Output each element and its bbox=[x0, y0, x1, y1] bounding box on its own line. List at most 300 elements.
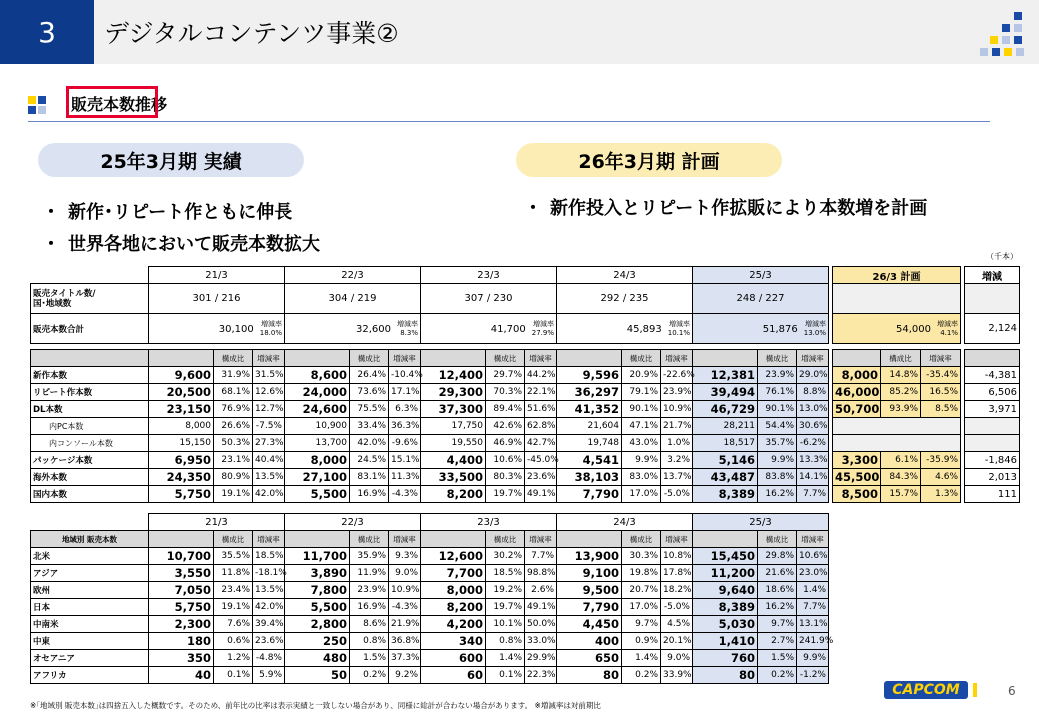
change-cell: 23.0% bbox=[797, 565, 829, 582]
ratio-cell: 23.4% bbox=[214, 582, 253, 599]
change-cell: 62.8% bbox=[525, 418, 557, 435]
value-cell: 760 bbox=[693, 650, 758, 667]
value-cell: 5,030 bbox=[693, 616, 758, 633]
change-cell: 9.2% bbox=[389, 667, 421, 684]
value-cell: 12,381 bbox=[693, 367, 758, 384]
year-header: 23/3 bbox=[421, 514, 557, 531]
ratio-cell: 7.6% bbox=[214, 616, 253, 633]
value-cell: 24,000 bbox=[285, 384, 350, 401]
value-cell: 13,900 bbox=[557, 548, 622, 565]
empty-head bbox=[557, 350, 622, 367]
change-cell: 15.1% bbox=[389, 452, 421, 469]
ratio-cell: 16.9% bbox=[350, 599, 389, 616]
value-cell: 2,300 bbox=[149, 616, 214, 633]
value-cell: 27,100 bbox=[285, 469, 350, 486]
ratio-cell: 30.3% bbox=[622, 548, 661, 565]
change-cell: 10.9% bbox=[389, 582, 421, 599]
change-cell: 42.0% bbox=[253, 599, 285, 616]
value-cell: 4,400 bbox=[421, 452, 486, 469]
value-cell: 28,211 bbox=[693, 418, 758, 435]
ratio-cell: 19.1% bbox=[214, 599, 253, 616]
region-row bbox=[31, 633, 829, 650]
change-cell: 23.6% bbox=[525, 469, 557, 486]
subheader-row bbox=[31, 350, 1020, 367]
change-head: 増減率 bbox=[921, 350, 961, 367]
year-header: 25/3 bbox=[693, 267, 829, 284]
change-value-cell: -1,846 bbox=[965, 452, 1020, 469]
ratio-cell: 0.2% bbox=[758, 667, 797, 684]
change-value-cell: -4,381 bbox=[965, 367, 1020, 384]
ratio-cell: 30.2% bbox=[486, 548, 525, 565]
header-dots-decoration bbox=[980, 12, 1030, 57]
total-cell: 45,893 増減率 10.1% bbox=[557, 314, 693, 344]
empty-head bbox=[693, 531, 758, 548]
change-cell: 22.1% bbox=[525, 384, 557, 401]
ratio-head: 構成比 bbox=[622, 350, 661, 367]
ratio-head: 構成比 bbox=[758, 350, 797, 367]
titles-cell: 304 / 219 bbox=[285, 284, 421, 314]
plan-header: 26/3 計画 bbox=[833, 267, 961, 284]
change-cell: -5.0% bbox=[661, 599, 693, 616]
value-cell: 17,750 bbox=[421, 418, 486, 435]
change-cell: 9.9% bbox=[797, 650, 829, 667]
value-cell: 8,200 bbox=[421, 486, 486, 503]
titles-row bbox=[31, 284, 1020, 314]
region-subheader-row bbox=[31, 531, 829, 548]
region-label: 日本 bbox=[31, 599, 149, 616]
ratio-cell: 29.8% bbox=[758, 548, 797, 565]
ratio-cell: 0.1% bbox=[486, 667, 525, 684]
ratio-cell: 9.7% bbox=[758, 616, 797, 633]
ratio-cell: 20.9% bbox=[622, 367, 661, 384]
value-cell: 80 bbox=[557, 667, 622, 684]
ratio-cell: 23.9% bbox=[758, 367, 797, 384]
plan-ratio-cell: 6.1% bbox=[881, 452, 921, 469]
titles-cell: 301 / 216 bbox=[149, 284, 285, 314]
region-label: 北米 bbox=[31, 548, 149, 565]
plan-total-cell: 54,000 増減率 4.1% bbox=[833, 314, 961, 344]
plan-value-cell: 46,000 bbox=[833, 384, 881, 401]
ratio-cell: 10.6% bbox=[486, 452, 525, 469]
row-label: リピート作本数 bbox=[31, 384, 149, 401]
row-label: 内コンソール本数 bbox=[31, 435, 149, 452]
value-cell: 21,604 bbox=[557, 418, 622, 435]
value-cell: 19,748 bbox=[557, 435, 622, 452]
table-row bbox=[31, 367, 1020, 384]
year-header: 22/3 bbox=[285, 514, 421, 531]
region-row bbox=[31, 616, 829, 633]
value-cell: 350 bbox=[149, 650, 214, 667]
corner-cell bbox=[31, 350, 149, 367]
ratio-cell: 80.9% bbox=[214, 469, 253, 486]
total-cell: 30,100 増減率 18.0% bbox=[149, 314, 285, 344]
change-head: 増減率 bbox=[389, 531, 421, 548]
value-cell: 15,150 bbox=[149, 435, 214, 452]
value-cell: 12,600 bbox=[421, 548, 486, 565]
ratio-cell: 19.2% bbox=[486, 582, 525, 599]
value-cell: 400 bbox=[557, 633, 622, 650]
value-cell: 46,729 bbox=[693, 401, 758, 418]
value-cell: 60 bbox=[421, 667, 486, 684]
change-cell: 39.4% bbox=[253, 616, 285, 633]
change-cell: 40.4% bbox=[253, 452, 285, 469]
change-cell: 13.3% bbox=[797, 452, 829, 469]
plan-empty-cell bbox=[833, 435, 961, 452]
empty-head bbox=[421, 350, 486, 367]
change-cell: 4.5% bbox=[661, 616, 693, 633]
value-cell: 43,487 bbox=[693, 469, 758, 486]
corner-cell bbox=[31, 267, 149, 284]
value-cell: 7,050 bbox=[149, 582, 214, 599]
row-label: 内PC本数 bbox=[31, 418, 149, 435]
region-row bbox=[31, 599, 829, 616]
change-cell: 33.9% bbox=[661, 667, 693, 684]
ratio-cell: 19.7% bbox=[486, 599, 525, 616]
ratio-cell: 80.3% bbox=[486, 469, 525, 486]
titles-cell: 248 / 227 bbox=[693, 284, 829, 314]
change-cell: 18.5% bbox=[253, 548, 285, 565]
value-cell: 41,352 bbox=[557, 401, 622, 418]
plan-change-cell: 1.3% bbox=[921, 486, 961, 503]
sales-table bbox=[30, 266, 1020, 503]
change-total-cell: 2,124 bbox=[965, 314, 1020, 344]
value-cell: 37,300 bbox=[421, 401, 486, 418]
change-cell: 33.0% bbox=[525, 633, 557, 650]
ratio-cell: 11.8% bbox=[214, 565, 253, 582]
change-cell: -6.2% bbox=[797, 435, 829, 452]
change-cell: -7.5% bbox=[253, 418, 285, 435]
table-row bbox=[31, 452, 1020, 469]
ratio-cell: 17.0% bbox=[622, 486, 661, 503]
change-cell: 10.9% bbox=[661, 401, 693, 418]
change-cell: 21.7% bbox=[661, 418, 693, 435]
row-label: 新作本数 bbox=[31, 367, 149, 384]
change-cell: -18.1% bbox=[253, 565, 285, 582]
year-header: 24/3 bbox=[557, 514, 693, 531]
change-head: 増減率 bbox=[253, 350, 285, 367]
region-label: アフリカ bbox=[31, 667, 149, 684]
change-cell: 49.1% bbox=[525, 599, 557, 616]
change-cell: 36.8% bbox=[389, 633, 421, 650]
value-cell: 38,103 bbox=[557, 469, 622, 486]
ratio-cell: 46.9% bbox=[486, 435, 525, 452]
change-cell: 23.9% bbox=[661, 384, 693, 401]
change-cell: -1.2% bbox=[797, 667, 829, 684]
change-cell: 1.4% bbox=[797, 582, 829, 599]
change-cell: 37.3% bbox=[389, 650, 421, 667]
change-empty-cell bbox=[965, 435, 1020, 452]
section-number: 3 bbox=[0, 0, 94, 64]
change-cell: 13.7% bbox=[661, 469, 693, 486]
empty-head bbox=[149, 531, 214, 548]
value-cell: 8,600 bbox=[285, 367, 350, 384]
ratio-head: 構成比 bbox=[214, 531, 253, 548]
ratio-head: 構成比 bbox=[486, 350, 525, 367]
change-cell: 17.1% bbox=[389, 384, 421, 401]
empty-head bbox=[285, 531, 350, 548]
ratio-cell: 42.0% bbox=[350, 435, 389, 452]
plan-empty-cell bbox=[833, 418, 961, 435]
row-label: 国内本数 bbox=[31, 486, 149, 503]
region-row bbox=[31, 548, 829, 565]
value-cell: 5,500 bbox=[285, 599, 350, 616]
plan-pill: 26年3月期 計画 bbox=[516, 143, 782, 177]
change-cell: 29.0% bbox=[797, 367, 829, 384]
year-header: 25/3 bbox=[693, 514, 829, 531]
change-cell: 7.7% bbox=[525, 548, 557, 565]
year-header: 21/3 bbox=[149, 267, 285, 284]
change-value-cell: 2,013 bbox=[965, 469, 1020, 486]
change-cell: 17.8% bbox=[661, 565, 693, 582]
change-value-cell: 6,506 bbox=[965, 384, 1020, 401]
empty-head bbox=[557, 531, 622, 548]
titles-cell: 292 / 235 bbox=[557, 284, 693, 314]
ratio-cell: 76.9% bbox=[214, 401, 253, 418]
change-cell: -22.6% bbox=[661, 367, 693, 384]
ratio-cell: 83.1% bbox=[350, 469, 389, 486]
value-cell: 480 bbox=[285, 650, 350, 667]
value-cell: 180 bbox=[149, 633, 214, 650]
plan-value-cell: 8,000 bbox=[833, 367, 881, 384]
ratio-cell: 31.9% bbox=[214, 367, 253, 384]
change-cell: 22.3% bbox=[525, 667, 557, 684]
region-label: アジア bbox=[31, 565, 149, 582]
ratio-cell: 54.4% bbox=[758, 418, 797, 435]
value-cell: 7,790 bbox=[557, 599, 622, 616]
plan-ratio-cell: 84.3% bbox=[881, 469, 921, 486]
capcom-logo: CAPCOM bbox=[884, 681, 968, 699]
value-cell: 18,517 bbox=[693, 435, 758, 452]
region-row bbox=[31, 667, 829, 684]
value-cell: 40 bbox=[149, 667, 214, 684]
plan-value-cell: 45,500 bbox=[833, 469, 881, 486]
ratio-cell: 0.1% bbox=[214, 667, 253, 684]
value-cell: 6,950 bbox=[149, 452, 214, 469]
ratio-cell: 23.1% bbox=[214, 452, 253, 469]
plan-change-cell: -35.9% bbox=[921, 452, 961, 469]
empty-head bbox=[833, 350, 881, 367]
actual-pill: 25年3月期 実績 bbox=[38, 143, 304, 177]
ratio-cell: 1.5% bbox=[758, 650, 797, 667]
value-cell: 2,800 bbox=[285, 616, 350, 633]
ratio-cell: 11.9% bbox=[350, 565, 389, 582]
value-cell: 19,550 bbox=[421, 435, 486, 452]
value-cell: 24,600 bbox=[285, 401, 350, 418]
change-cell: 9.3% bbox=[389, 548, 421, 565]
ratio-cell: 16.2% bbox=[758, 599, 797, 616]
value-cell: 340 bbox=[421, 633, 486, 650]
ratio-cell: 9.9% bbox=[622, 452, 661, 469]
plan-bullet-1: ・ 新作投入とリピート作拡販により本数増を計画 bbox=[524, 198, 928, 219]
change-cell: 2.6% bbox=[525, 582, 557, 599]
year-header: 23/3 bbox=[421, 267, 557, 284]
change-cell: 9.0% bbox=[661, 650, 693, 667]
ratio-cell: 35.7% bbox=[758, 435, 797, 452]
change-cell: 29.9% bbox=[525, 650, 557, 667]
table-row bbox=[31, 469, 1020, 486]
table-row bbox=[31, 418, 1020, 435]
row-label: DL本数 bbox=[31, 401, 149, 418]
ratio-cell: 19.8% bbox=[622, 565, 661, 582]
change-cell: -10.4% bbox=[389, 367, 421, 384]
region-label: 欧州 bbox=[31, 582, 149, 599]
change-value-cell: 3,971 bbox=[965, 401, 1020, 418]
header-bar bbox=[0, 0, 1039, 64]
page-title: デジタルコンテンツ事業② bbox=[104, 19, 399, 48]
totals-row bbox=[31, 314, 1020, 344]
subtitle-dots-icon bbox=[28, 96, 48, 116]
ratio-cell: 18.6% bbox=[758, 582, 797, 599]
empty-head bbox=[965, 350, 1020, 367]
value-cell: 36,297 bbox=[557, 384, 622, 401]
value-cell: 15,450 bbox=[693, 548, 758, 565]
row-label: 海外本数 bbox=[31, 469, 149, 486]
change-cell: 12.7% bbox=[253, 401, 285, 418]
change-cell: 51.6% bbox=[525, 401, 557, 418]
value-cell: 9,596 bbox=[557, 367, 622, 384]
footnote: ※｢地域別 販売本数｣は四捨五入した概数です。そのため、前年比の比率は表示実績と一致しない場合があり、同様に総計が合わない場合があります。 ※増減率は対前期比 bbox=[30, 701, 601, 710]
value-cell: 33,500 bbox=[421, 469, 486, 486]
region-row bbox=[31, 565, 829, 582]
ratio-cell: 10.1% bbox=[486, 616, 525, 633]
year-header: 24/3 bbox=[557, 267, 693, 284]
change-empty-cell bbox=[965, 418, 1020, 435]
ratio-cell: 79.1% bbox=[622, 384, 661, 401]
value-cell: 600 bbox=[421, 650, 486, 667]
ratio-cell: 19.1% bbox=[214, 486, 253, 503]
ratio-cell: 16.2% bbox=[758, 486, 797, 503]
change-cell: 42.7% bbox=[525, 435, 557, 452]
value-cell: 7,790 bbox=[557, 486, 622, 503]
value-cell: 11,700 bbox=[285, 548, 350, 565]
ratio-cell: 50.3% bbox=[214, 435, 253, 452]
ratio-cell: 18.5% bbox=[486, 565, 525, 582]
change-cell: 13.5% bbox=[253, 582, 285, 599]
plan-ratio-cell: 15.7% bbox=[881, 486, 921, 503]
ratio-cell: 0.9% bbox=[622, 633, 661, 650]
table-row bbox=[31, 435, 1020, 452]
change-cell: 11.3% bbox=[389, 469, 421, 486]
change-cell: -4.8% bbox=[253, 650, 285, 667]
year-header-row bbox=[31, 267, 1020, 284]
plan-change-cell: -35.4% bbox=[921, 367, 961, 384]
change-cell: 13.0% bbox=[797, 401, 829, 418]
change-cell: 44.2% bbox=[525, 367, 557, 384]
ratio-cell: 1.4% bbox=[622, 650, 661, 667]
plan-change-cell: 16.5% bbox=[921, 384, 961, 401]
change-head: 増減率 bbox=[389, 350, 421, 367]
empty-head bbox=[149, 350, 214, 367]
row-label: 販売本数合計 bbox=[31, 314, 149, 344]
ratio-cell: 83.0% bbox=[622, 469, 661, 486]
ratio-head: 構成比 bbox=[350, 350, 389, 367]
change-cell: 5.9% bbox=[253, 667, 285, 684]
total-cell: 32,600 増減率 8.3% bbox=[285, 314, 421, 344]
value-cell: 50 bbox=[285, 667, 350, 684]
change-cell: 12.6% bbox=[253, 384, 285, 401]
value-cell: 5,750 bbox=[149, 599, 214, 616]
value-cell: 8,200 bbox=[421, 599, 486, 616]
region-label: 中東 bbox=[31, 633, 149, 650]
subtitle-row bbox=[28, 90, 990, 122]
change-cell: 10.8% bbox=[661, 548, 693, 565]
row-label: パッケージ本数 bbox=[31, 452, 149, 469]
change-cell: -4.3% bbox=[389, 486, 421, 503]
ratio-cell: 0.8% bbox=[350, 633, 389, 650]
ratio-cell: 20.7% bbox=[622, 582, 661, 599]
plan-change-cell: 8.5% bbox=[921, 401, 961, 418]
ratio-cell: 90.1% bbox=[622, 401, 661, 418]
value-cell: 4,450 bbox=[557, 616, 622, 633]
ratio-cell: 8.6% bbox=[350, 616, 389, 633]
change-cell: 30.6% bbox=[797, 418, 829, 435]
change-cell: 14.1% bbox=[797, 469, 829, 486]
ratio-cell: 9.7% bbox=[622, 616, 661, 633]
year-header: 22/3 bbox=[285, 267, 421, 284]
change-cell: 23.6% bbox=[253, 633, 285, 650]
region-row bbox=[31, 650, 829, 667]
value-cell: 9,600 bbox=[149, 367, 214, 384]
change-value-cell: 111 bbox=[965, 486, 1020, 503]
ratio-cell: 83.8% bbox=[758, 469, 797, 486]
value-cell: 5,500 bbox=[285, 486, 350, 503]
ratio-cell: 35.9% bbox=[350, 548, 389, 565]
highlight-box bbox=[66, 86, 158, 118]
ratio-cell: 1.5% bbox=[350, 650, 389, 667]
ratio-cell: 89.4% bbox=[486, 401, 525, 418]
page-number: 6 bbox=[1008, 684, 1016, 698]
row-label: 販売タイトル数/ 国･地域数 bbox=[31, 284, 149, 314]
value-cell: 11,200 bbox=[693, 565, 758, 582]
change-cell: -4.3% bbox=[389, 599, 421, 616]
value-cell: 9,100 bbox=[557, 565, 622, 582]
region-row bbox=[31, 582, 829, 599]
ratio-cell: 76.1% bbox=[758, 384, 797, 401]
region-label: オセアニア bbox=[31, 650, 149, 667]
ratio-cell: 90.1% bbox=[758, 401, 797, 418]
ratio-cell: 47.1% bbox=[622, 418, 661, 435]
change-head: 増減率 bbox=[797, 531, 829, 548]
value-cell: 80 bbox=[693, 667, 758, 684]
ratio-cell: 0.2% bbox=[622, 667, 661, 684]
ratio-cell: 75.5% bbox=[350, 401, 389, 418]
ratio-cell: 23.9% bbox=[350, 582, 389, 599]
change-head: 増減率 bbox=[525, 531, 557, 548]
value-cell: 4,200 bbox=[421, 616, 486, 633]
value-cell: 3,550 bbox=[149, 565, 214, 582]
table-row bbox=[31, 401, 1020, 418]
plan-value-cell: 50,700 bbox=[833, 401, 881, 418]
change-head: 増減率 bbox=[661, 350, 693, 367]
ratio-cell: 19.7% bbox=[486, 486, 525, 503]
change-cell: 241.9% bbox=[797, 633, 829, 650]
change-cell: 7.7% bbox=[797, 486, 829, 503]
change-head: 増減率 bbox=[253, 531, 285, 548]
ratio-cell: 42.6% bbox=[486, 418, 525, 435]
region-label: 中南米 bbox=[31, 616, 149, 633]
change-cell: 1.0% bbox=[661, 435, 693, 452]
empty-head bbox=[285, 350, 350, 367]
change-cell: -45.0% bbox=[525, 452, 557, 469]
ratio-cell: 26.4% bbox=[350, 367, 389, 384]
change-cell: 20.1% bbox=[661, 633, 693, 650]
plan-ratio-cell: 14.8% bbox=[881, 367, 921, 384]
change-empty-cell bbox=[965, 284, 1020, 314]
value-cell: 7,800 bbox=[285, 582, 350, 599]
value-cell: 8,000 bbox=[149, 418, 214, 435]
change-cell: 49.1% bbox=[525, 486, 557, 503]
section-subtitle: 販売本数推移 bbox=[71, 95, 168, 114]
